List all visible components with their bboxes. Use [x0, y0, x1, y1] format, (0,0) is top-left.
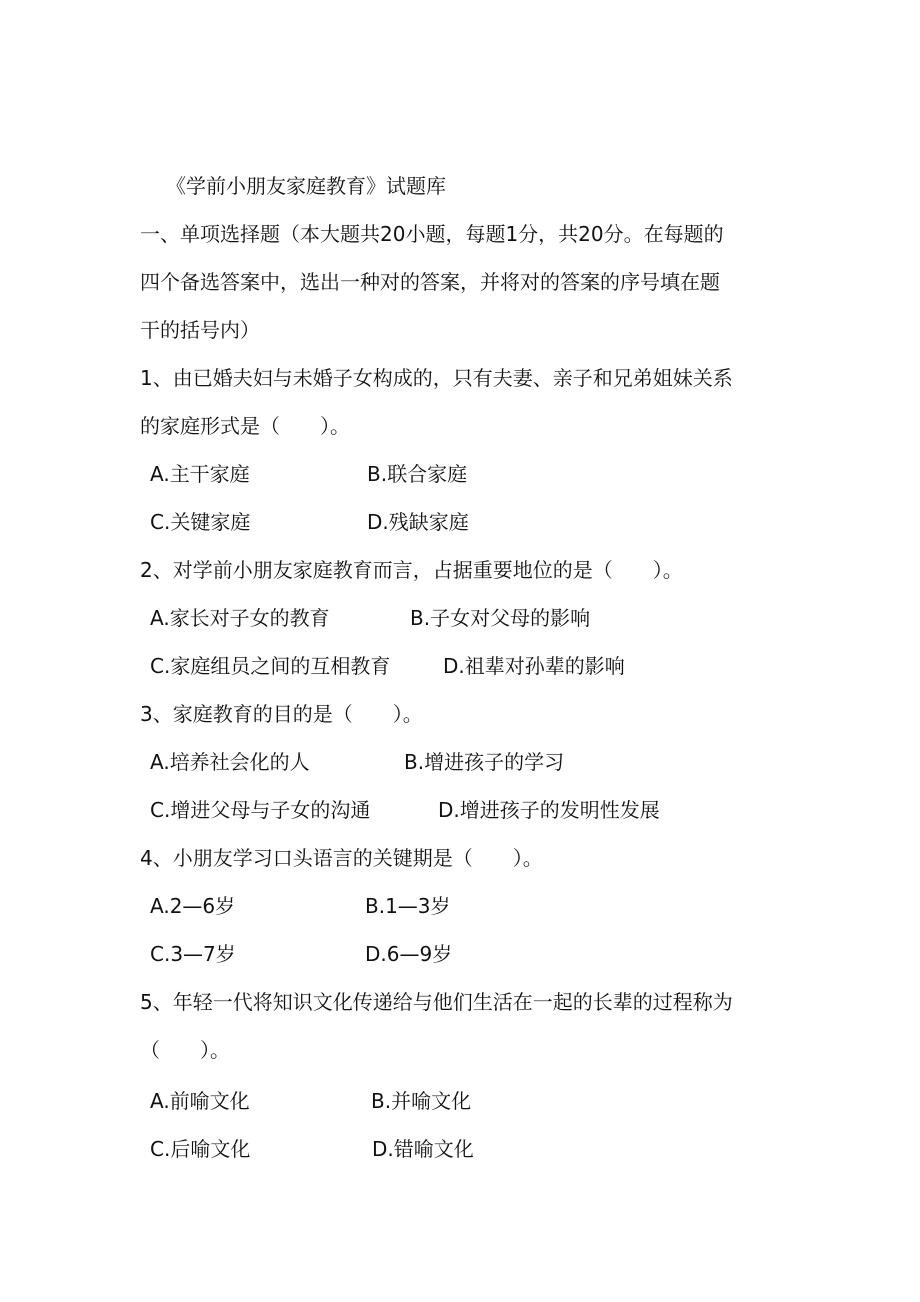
question-5-line-2: （ ）。 [140, 1038, 230, 1062]
question-1-line-1: 1、由已婚夫妇与未婚子女构成的，只有夫妻、亲子和兄弟姐妹关系 [140, 366, 733, 390]
question-2-option-a: A.家长对子女的教育 [150, 606, 330, 630]
question-1-option-a: A.主干家庭 [150, 462, 250, 486]
instruction-line-2: 四个备选答案中，选出一种对的答案，并将对的答案的序号填在题 [140, 270, 720, 294]
question-4-option-d: D.6—9岁 [365, 942, 453, 966]
question-2-option-d: D.祖辈对孙辈的影响 [443, 654, 625, 678]
question-2-option-b: B.子女对父母的影响 [410, 606, 591, 630]
question-1-option-c: C.关键家庭 [150, 510, 251, 534]
document-title: 《学前小朋友家庭教育》试题库 [166, 174, 446, 198]
question-5-line-1: 5、年轻一代将知识文化传递给与他们生活在一起的长辈的过程称为 [140, 990, 733, 1014]
question-2-option-c: C.家庭组员之间的互相教育 [150, 654, 391, 678]
question-3-option-a: A.培养社会化的人 [150, 750, 310, 774]
instruction-line-3: 干的括号内） [140, 318, 260, 342]
question-3-option-b: B.增进孩子的学习 [404, 750, 565, 774]
question-4-option-c: C.3—7岁 [150, 942, 236, 966]
question-3-option-d: D.增进孩子的发明性发展 [438, 798, 660, 822]
question-1-line-2: 的家庭形式是（ ）。 [140, 414, 350, 438]
question-4-line-1: 4、小朋友学习口头语言的关键期是（ ）。 [140, 846, 543, 870]
question-4-option-a: A.2—6岁 [150, 894, 236, 918]
question-2-line-1: 2、对学前小朋友家庭教育而言，占据重要地位的是（ ）。 [140, 558, 683, 582]
instruction-line-1: 一、单项选择题（本大题共20小题，每题1分，共20分。在每题的 [140, 222, 724, 246]
question-1-option-b: B.联合家庭 [367, 462, 468, 486]
question-5-option-b: B.并喻文化 [371, 1089, 472, 1113]
question-1-option-d: D.残缺家庭 [367, 510, 469, 534]
question-5-option-c: C.后喻文化 [150, 1137, 251, 1161]
question-3-option-c: C.增进父母与子女的沟通 [150, 798, 371, 822]
question-4-option-b: B.1—3岁 [365, 894, 451, 918]
question-3-line-1: 3、家庭教育的目的是（ ）。 [140, 702, 423, 726]
question-5-option-d: D.错喻文化 [372, 1137, 474, 1161]
question-5-option-a: A.前喻文化 [150, 1089, 250, 1113]
